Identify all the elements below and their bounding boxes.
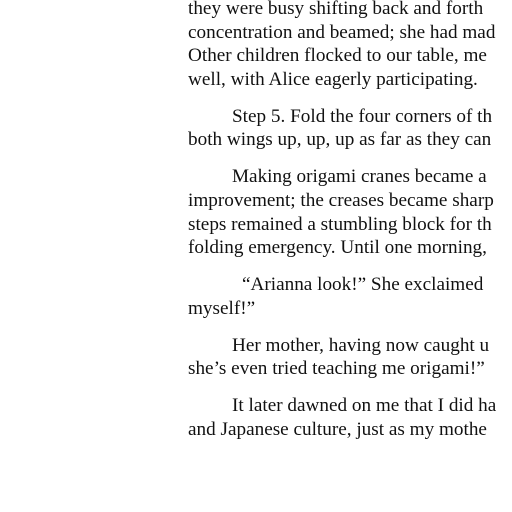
paragraph-1 — [188, 0, 512, 91]
text-line: “Arianna look!” She exclaimed — [242, 274, 484, 296]
text-line: well, with Alice eagerly participating. — [188, 68, 478, 90]
paragraph-3 — [188, 165, 512, 259]
paragraph-5 — [188, 334, 512, 381]
text-line: they were busy shifting back and forth — [188, 0, 484, 19]
text-line: myself!” — [188, 297, 256, 319]
body-text — [188, 0, 512, 455]
paragraph-4 — [188, 273, 512, 320]
text-line: and Japanese culture, just as my mothe — [188, 418, 487, 440]
text-line: Other children flocked to our table, me — [188, 45, 487, 67]
text-line: Step 5. Fold the four corners of th — [232, 105, 493, 127]
text-line: both wings up, up, up as far as they can — [188, 129, 492, 151]
text-line: improvement; the creases became sharp — [188, 189, 494, 211]
text-line: Making origami cranes became a — [232, 166, 487, 188]
text-line: folding emergency. Until one morning, — [188, 237, 487, 259]
paragraph-6 — [188, 394, 512, 441]
text-line: she’s even tried teaching me origami!” — [188, 358, 485, 380]
paragraph-2 — [188, 105, 512, 152]
text-line: Her mother, having now caught u — [232, 334, 490, 356]
text-line: steps remained a stumbling block for th — [188, 213, 492, 235]
text-line: concentration and beamed; she had mad — [188, 21, 496, 43]
text-line: It later dawned on me that I did ha — [232, 395, 497, 417]
